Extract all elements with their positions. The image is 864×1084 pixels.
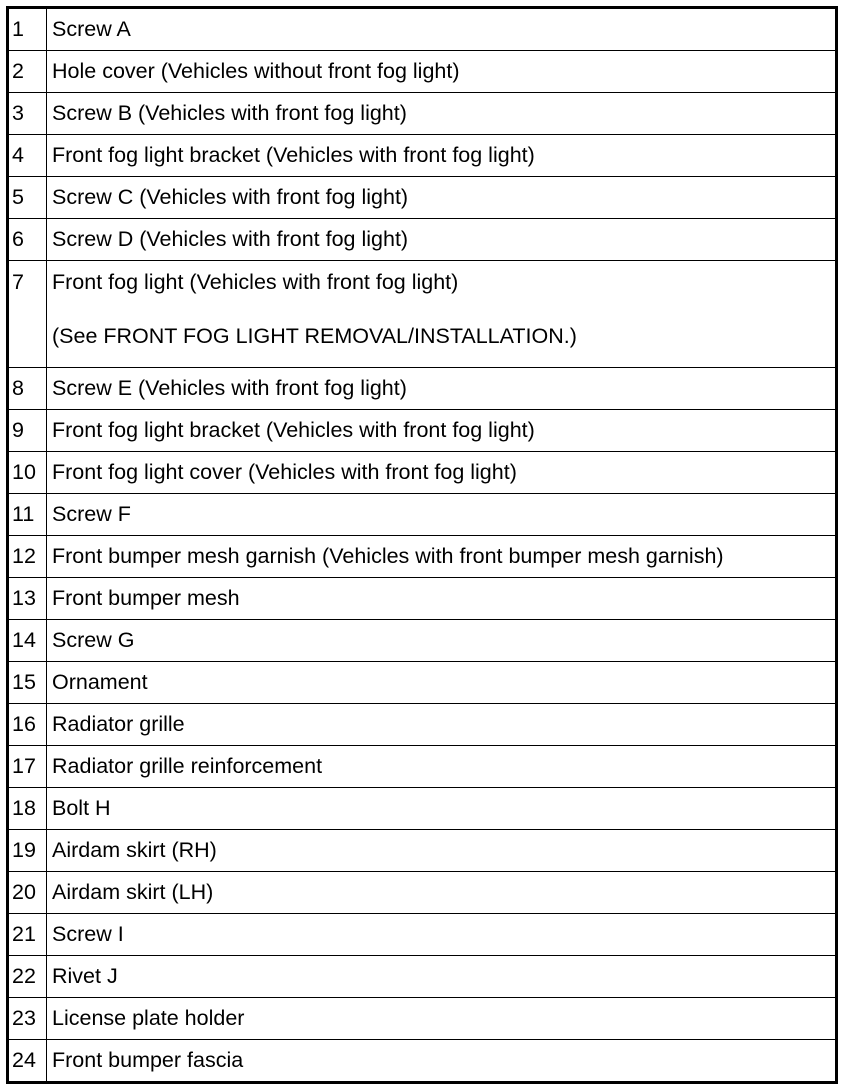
item-number: 19 — [8, 830, 47, 872]
item-description: Ornament — [47, 662, 837, 704]
table-row — [8, 998, 837, 1040]
item-description: Rivet J — [47, 956, 837, 998]
item-number: 2 — [8, 51, 47, 93]
table-row — [8, 914, 837, 956]
item-description: Front bumper mesh — [47, 578, 837, 620]
item-number: 9 — [8, 410, 47, 452]
table-row — [8, 746, 837, 788]
item-description: Front bumper fascia — [47, 1040, 837, 1083]
item-description-cell — [47, 261, 837, 368]
item-number: 4 — [8, 135, 47, 177]
table-row — [8, 8, 837, 51]
item-description: Hole cover (Vehicles without front fog light) — [47, 51, 837, 93]
item-number: 12 — [8, 536, 47, 578]
item-description: Screw D (Vehicles with front fog light) — [47, 219, 837, 261]
item-number: 3 — [8, 93, 47, 135]
table-row — [8, 956, 837, 998]
table-row — [8, 620, 837, 662]
parts-legend-table — [6, 6, 838, 1084]
item-number: 22 — [8, 956, 47, 998]
item-number: 14 — [8, 620, 47, 662]
item-number: 20 — [8, 872, 47, 914]
table-row — [8, 410, 837, 452]
item-description: Screw A — [47, 8, 837, 51]
item-number: 16 — [8, 704, 47, 746]
table-row — [8, 177, 837, 219]
item-description: Radiator grille — [47, 704, 837, 746]
table-row — [8, 788, 837, 830]
table-row — [8, 494, 837, 536]
item-number: 7 — [8, 261, 47, 368]
item-description: Screw B (Vehicles with front fog light) — [47, 93, 837, 135]
table-row — [8, 872, 837, 914]
item-number: 1 — [8, 8, 47, 51]
item-number: 15 — [8, 662, 47, 704]
table-row — [8, 219, 837, 261]
item-number: 8 — [8, 368, 47, 410]
item-description: Screw I — [47, 914, 837, 956]
item-number: 18 — [8, 788, 47, 830]
item-number: 11 — [8, 494, 47, 536]
table-row — [8, 830, 837, 872]
item-description: Airdam skirt (RH) — [47, 830, 837, 872]
table-row — [8, 704, 837, 746]
item-description: Screw F — [47, 494, 837, 536]
item-description: Front fog light bracket (Vehicles with front fog light) — [47, 135, 837, 177]
table-row — [8, 452, 837, 494]
item-description: Front fog light (Vehicles with front fog light) — [52, 270, 459, 294]
table-row — [8, 368, 837, 410]
item-number: 23 — [8, 998, 47, 1040]
item-description: Front fog light cover (Vehicles with front fog light) — [47, 452, 837, 494]
table-row — [8, 1040, 837, 1083]
table-row — [8, 261, 837, 368]
item-description: Bolt H — [47, 788, 837, 830]
item-number: 13 — [8, 578, 47, 620]
table-row — [8, 578, 837, 620]
table-row — [8, 51, 837, 93]
item-description: Screw E (Vehicles with front fog light) — [47, 368, 837, 410]
item-number: 17 — [8, 746, 47, 788]
table-row — [8, 93, 837, 135]
item-number: 10 — [8, 452, 47, 494]
item-description: Front fog light bracket (Vehicles with front fog light) — [47, 410, 837, 452]
item-number: 6 — [8, 219, 47, 261]
table-row — [8, 135, 837, 177]
item-number: 21 — [8, 914, 47, 956]
item-description: License plate holder — [47, 998, 837, 1040]
item-description: Front bumper mesh garnish (Vehicles with front bumper mesh garnish) — [47, 536, 837, 578]
item-number: 5 — [8, 177, 47, 219]
table-row — [8, 536, 837, 578]
item-description: Radiator grille reinforcement — [47, 746, 837, 788]
item-description: Screw G — [47, 620, 837, 662]
item-number: 24 — [8, 1040, 47, 1083]
item-reference-note: (See FRONT FOG LIGHT REMOVAL/INSTALLATION.) — [52, 323, 577, 348]
item-description: Airdam skirt (LH) — [47, 872, 837, 914]
item-description: Screw C (Vehicles with front fog light) — [47, 177, 837, 219]
table-row — [8, 662, 837, 704]
